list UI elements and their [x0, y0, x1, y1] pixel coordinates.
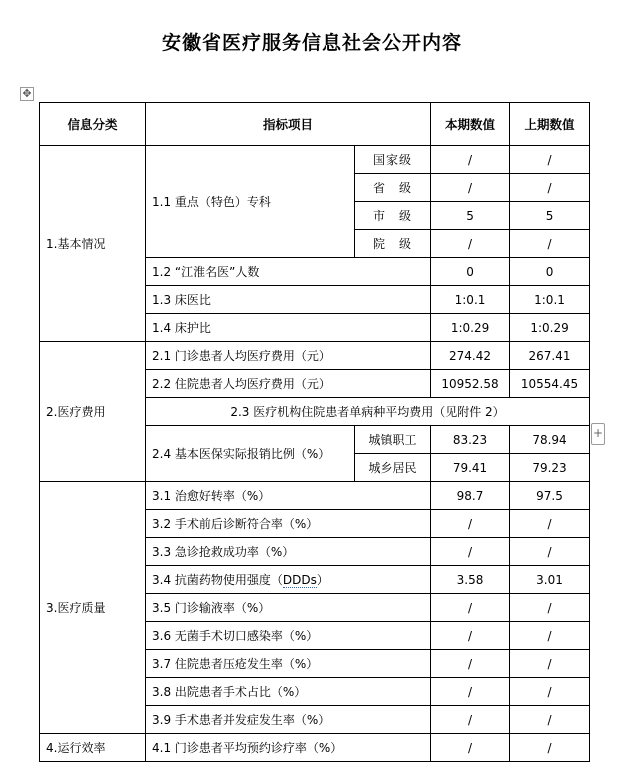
value-previous: / — [510, 510, 590, 538]
value-current: / — [431, 146, 510, 174]
category-quality: 3.医疗质量 — [40, 482, 146, 734]
item-label: 2.1 门诊患者人均医疗费用（元） — [146, 342, 431, 370]
value-current: 10952.58 — [431, 370, 510, 398]
category-basic: 1.基本情况 — [40, 146, 146, 342]
item-label: 3.2 手术前后诊断符合率（%） — [146, 510, 431, 538]
item-label: 2.2 住院患者人均医疗费用（元） — [146, 370, 431, 398]
value-previous: / — [510, 146, 590, 174]
item-label: 1.3 床医比 — [146, 286, 431, 314]
reimbursement-type: 城乡居民 — [355, 454, 431, 482]
value-previous: 267.41 — [510, 342, 590, 370]
item-label: 3.7 住院患者压疮发生率（%） — [146, 650, 431, 678]
item-label: 4.1 门诊患者平均预约诊疗率（%） — [146, 734, 431, 762]
value-previous: / — [510, 594, 590, 622]
table-row — [40, 482, 590, 510]
specialty-level: 院 级 — [355, 230, 431, 258]
specialty-level: 市 级 — [355, 202, 431, 230]
value-current: / — [431, 174, 510, 202]
item-label: 3.9 手术患者并发症发生率（%） — [146, 706, 431, 734]
value-current: / — [431, 510, 510, 538]
value-current: / — [431, 650, 510, 678]
value-previous: 5 — [510, 202, 590, 230]
value-current: / — [431, 734, 510, 762]
value-current: 3.58 — [431, 566, 510, 594]
value-current: / — [431, 538, 510, 566]
value-previous: / — [510, 538, 590, 566]
add-row-icon[interactable]: + — [591, 423, 605, 445]
value-previous: 78.94 — [510, 426, 590, 454]
value-current: 79.41 — [431, 454, 510, 482]
category-cost: 2.医疗费用 — [40, 342, 146, 482]
ddds-term: DDDs — [282, 573, 317, 587]
value-previous: 3.01 — [510, 566, 590, 594]
value-current: / — [431, 594, 510, 622]
value-current: / — [431, 678, 510, 706]
item-label: 1.4 床护比 — [146, 314, 431, 342]
value-previous: / — [510, 734, 590, 762]
page-title: 安徽省医疗服务信息社会公开内容 — [161, 32, 462, 54]
value-current: / — [431, 622, 510, 650]
specialty-level: 省 级 — [355, 174, 431, 202]
header-category: 信息分类 — [40, 103, 146, 146]
header-previous: 上期数值 — [510, 103, 590, 146]
table-row — [40, 146, 590, 174]
value-current: 0 — [431, 258, 510, 286]
item-reimbursement: 2.4 基本医保实际报销比例（%） — [146, 426, 355, 482]
value-current: / — [431, 706, 510, 734]
value-previous: 10554.45 — [510, 370, 590, 398]
item-label: 3.5 门诊输液率（%） — [146, 594, 431, 622]
value-previous: / — [510, 678, 590, 706]
table-row — [40, 342, 590, 370]
reimbursement-type: 城镇职工 — [355, 426, 431, 454]
table-move-handle-icon[interactable]: ✥ — [20, 87, 34, 101]
value-previous: 97.5 — [510, 482, 590, 510]
specialty-level: 国家级 — [355, 146, 431, 174]
item-label-suffix: ） — [316, 573, 329, 587]
value-current: 1:0.1 — [431, 286, 510, 314]
header-current: 本期数值 — [431, 103, 510, 146]
info-table — [39, 102, 590, 762]
value-previous: / — [510, 622, 590, 650]
value-previous: / — [510, 706, 590, 734]
value-previous: / — [510, 230, 590, 258]
value-previous: 1:0.1 — [510, 286, 590, 314]
item-label — [146, 566, 431, 594]
category-efficiency: 4.运行效率 — [40, 734, 146, 762]
value-current: 83.23 — [431, 426, 510, 454]
item-label: 3.1 治愈好转率（%） — [146, 482, 431, 510]
item-specialty: 1.1 重点（特色）专科 — [146, 146, 355, 258]
value-current: 98.7 — [431, 482, 510, 510]
value-current: 274.42 — [431, 342, 510, 370]
value-previous: / — [510, 174, 590, 202]
value-previous: 0 — [510, 258, 590, 286]
value-previous: 79.23 — [510, 454, 590, 482]
table-row — [40, 734, 590, 762]
value-previous: / — [510, 650, 590, 678]
attachment-note: 2.3 医疗机构住院患者单病种平均费用（见附件 2） — [146, 398, 590, 426]
item-label: 3.6 无菌手术切口感染率（%） — [146, 622, 431, 650]
item-label: 3.3 急诊抢救成功率（%） — [146, 538, 431, 566]
value-current: 5 — [431, 202, 510, 230]
value-current: / — [431, 230, 510, 258]
header-item: 指标项目 — [146, 103, 431, 146]
value-previous: 1:0.29 — [510, 314, 590, 342]
value-current: 1:0.29 — [431, 314, 510, 342]
item-label: 1.2 “江淮名医”人数 — [146, 258, 431, 286]
item-label: 3.8 出院患者手术占比（%） — [146, 678, 431, 706]
header-row — [40, 103, 590, 146]
item-label-prefix: 3.4 抗菌药物使用强度（ — [152, 573, 283, 587]
